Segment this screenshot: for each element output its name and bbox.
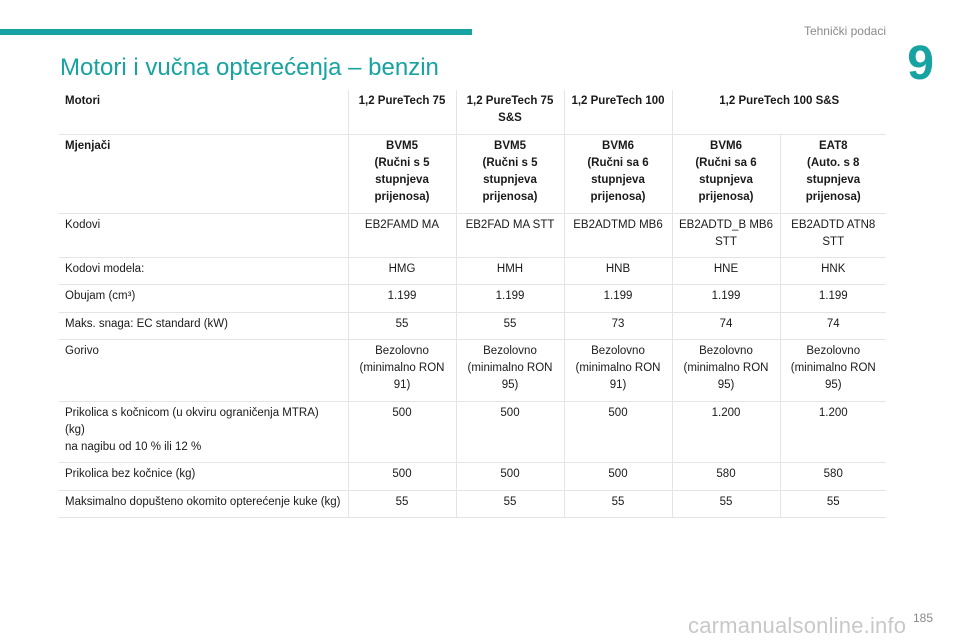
table-cell: 55	[672, 490, 780, 517]
table-cell: 1.199	[348, 285, 456, 312]
table-cell: 1.199	[780, 285, 886, 312]
engine-specs-table	[59, 90, 886, 518]
table-cell: HMH	[456, 258, 564, 285]
table-cell: 580	[672, 463, 780, 490]
table-cell: BVM6 (Ručni sa 6 stupnjeva prijenosa)	[564, 134, 672, 213]
row-label: Prikolica bez kočnice (kg)	[59, 463, 348, 490]
row-label: Kodovi modela:	[59, 258, 348, 285]
table-cell: Bezolovno (minimalno RON 95)	[456, 339, 564, 401]
table-cell: BVM5 (Ručni s 5 stupnjeva prijenosa)	[456, 134, 564, 213]
table-cell: Bezolovno (minimalno RON 91)	[348, 339, 456, 401]
table-cell: EAT8 (Auto. s 8 stupnjeva prijenosa)	[780, 134, 886, 213]
table-row	[59, 463, 886, 490]
row-label: Prikolica s kočnicom (u okviru ograničenja MTRA) (kg) na nagibu od 10 % ili 12 %	[59, 401, 348, 463]
table-cell: HNK	[780, 258, 886, 285]
table-cell: 1.199	[456, 285, 564, 312]
table-cell: 74	[780, 312, 886, 339]
table-cell: 580	[780, 463, 886, 490]
header-cell-engines: Motori	[59, 90, 348, 134]
table-cell: Bezolovno (minimalno RON 95)	[672, 339, 780, 401]
table-cell: 1.199	[672, 285, 780, 312]
row-label: Mjenjači	[59, 134, 348, 213]
table-cell: 500	[348, 463, 456, 490]
table-cell: 55	[348, 312, 456, 339]
table-row	[59, 134, 886, 213]
table-row	[59, 312, 886, 339]
table-cell: Bezolovno (minimalno RON 95)	[780, 339, 886, 401]
table-cell: 500	[564, 401, 672, 463]
table-cell: HNE	[672, 258, 780, 285]
table-cell: 55	[456, 490, 564, 517]
table-cell: BVM6 (Ručni sa 6 stupnjeva prijenosa)	[672, 134, 780, 213]
table-cell: 55	[780, 490, 886, 517]
table-cell: EB2ADTD_B MB6 STT	[672, 213, 780, 258]
table-cell: 500	[348, 401, 456, 463]
chapter-number: 9	[907, 37, 934, 90]
row-label: Maks. snaga: EC standard (kW)	[59, 312, 348, 339]
header-cell-engine: 1,2 PureTech 100	[564, 90, 672, 134]
row-label: Maksimalno dopušteno okomito opterećenje kuke (kg)	[59, 490, 348, 517]
table-cell: 73	[564, 312, 672, 339]
table-cell: 55	[564, 490, 672, 517]
table-cell: 1.199	[564, 285, 672, 312]
header-accent-bar	[0, 29, 472, 35]
table-header-row	[59, 90, 886, 134]
table-row	[59, 401, 886, 463]
table-cell: 500	[456, 463, 564, 490]
header-cell-engine: 1,2 PureTech 75	[348, 90, 456, 134]
section-label: Tehnički podaci	[803, 24, 886, 38]
table-cell: 500	[456, 401, 564, 463]
header-cell-engine: 1,2 PureTech 75 S&S	[456, 90, 564, 134]
row-label: Kodovi	[59, 213, 348, 258]
table-row	[59, 285, 886, 312]
page-title: Motori i vučna opterećenja – benzin	[60, 54, 439, 81]
table-cell: 1.200	[672, 401, 780, 463]
table-cell: 55	[456, 312, 564, 339]
table-cell: BVM5 (Ručni s 5 stupnjeva prijenosa)	[348, 134, 456, 213]
table-cell: HNB	[564, 258, 672, 285]
page-number: 185	[912, 611, 933, 625]
table-cell: 55	[348, 490, 456, 517]
table-cell: EB2FAD MA STT	[456, 213, 564, 258]
table-cell: 74	[672, 312, 780, 339]
table-cell: Bezolovno (minimalno RON 91)	[564, 339, 672, 401]
table-cell: EB2ADTMD MB6	[564, 213, 672, 258]
table-cell: HMG	[348, 258, 456, 285]
table-row	[59, 490, 886, 517]
engine-table-container	[59, 90, 886, 518]
table-row	[59, 213, 886, 258]
row-label: Gorivo	[59, 339, 348, 401]
table-row	[59, 339, 886, 401]
header-cell-engine: 1,2 PureTech 100 S&S	[672, 90, 886, 134]
table-cell: 1.200	[780, 401, 886, 463]
table-row	[59, 258, 886, 285]
table-cell: EB2FAMD MA	[348, 213, 456, 258]
table-cell: EB2ADTD ATN8 STT	[780, 213, 886, 258]
watermark: carmanualsonline.info	[688, 613, 907, 638]
row-label: Obujam (cm³)	[59, 285, 348, 312]
table-cell: 500	[564, 463, 672, 490]
